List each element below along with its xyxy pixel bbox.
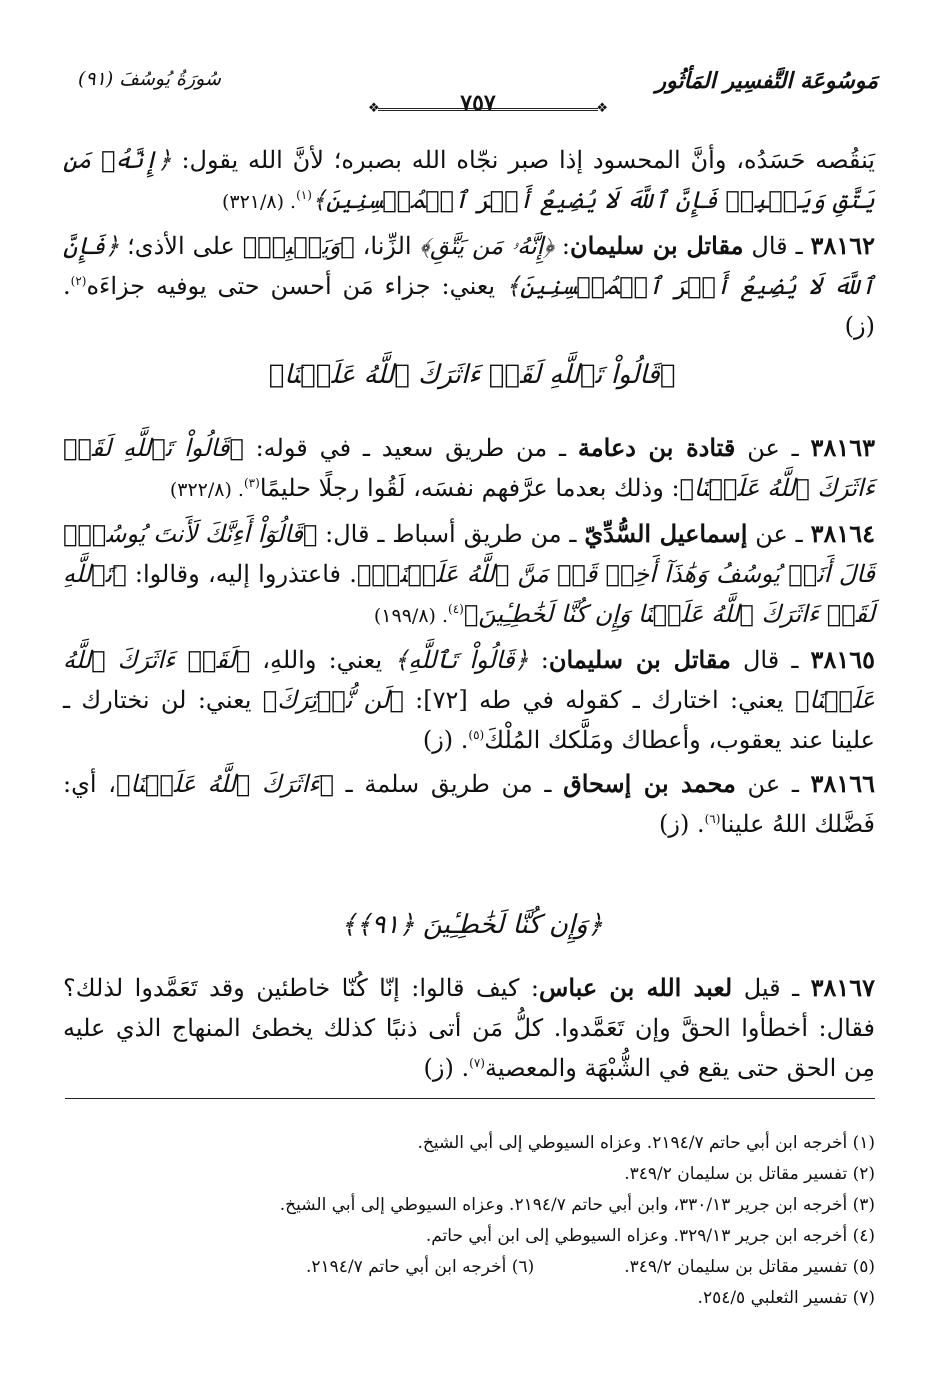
footnotes [63,1128,875,1314]
text: ـ قال [730,646,811,674]
quran-verse: ﴿تَٱللَّهِ لَقَدۡ ءَاثَرَكَ ٱللَّهُ عَلَيۡنَا وَإِن كُنَّا لَخَٰطِـِٔينَ﴾ [63,560,875,628]
page-header [78,62,878,122]
footnote: (٢) تفسير مقاتل بن سليمان ٣٤٩/٢. [624,1164,875,1184]
quran-verse: ﴿قَالُواْ تَٱللَّهِ﴾ [394,646,529,674]
footnote-marker: (١) [296,188,312,202]
narrator-name: مقاتل بن سليمان [548,645,731,674]
narration-number: ٣٨١٦٥ [810,645,875,674]
footnote-marker: (٧) [469,1056,485,1070]
text: ـ عن [735,434,811,462]
page-body-2 [63,428,875,848]
text: يعني: جزاء مَن أحسن حتى يوفيه جزاءَه [86,272,506,300]
footnote-marker: (٥) [468,728,485,742]
reference: . (١٩٩/٨) [373,605,449,627]
narrator-name: مقاتل بن سليمان [569,231,744,260]
text: يعني: لن نختارك ـ علينا عند يعقوب، وأعطاك ومَلَّكك المُلْكَ [63,686,875,754]
quran-verse: ﴿إِنَّهُۥ مَن يَتَّقِ وَيَصۡبِرۡ فَإِنَّ ٱللَّهَ لَا يُضِيعُ أَجۡرَ ٱلۡمُحۡسِنِينَ﴾ [63,146,875,214]
surah-title: سُورَةُ يُوسُفَ (٩١) [78,68,221,90]
footnote-row [63,1252,875,1283]
quran-verse: ﴿قَالُوٓاْ أَءِنَّكَ لَأَنتَ يُوسُفُۖ قَالَ أَنَا۠ يُوسُفُ وَهَٰذَآ أَخِيۖ قَدۡ مَنَّ ٱللَّهُ عَلَيۡنَآۖ﴾ [63,520,875,588]
text: ـ من طريق سعيد ـ في قوله: [243,434,578,462]
narration-number: ٣٨١٦٣ [810,433,875,462]
text: . فاعتذروا إليه، وقالوا: [126,560,357,588]
text: الزِّنا، [354,232,420,260]
quran-verse: ﴿فَإِنَّ ٱللَّهَ لَا يُضِيعُ أَجۡرَ ٱلۡمُحۡسِنِينَ﴾ [63,232,875,300]
paragraph-continuation [63,140,875,222]
narration-number: ٣٨١٦٤ [810,519,876,548]
page-number: ٧٥٧ [460,90,496,116]
text: ـ عن [747,520,811,548]
narration-number: ٣٨١٦٧ [810,973,876,1002]
footnote-marker: (٣) [243,476,260,490]
page-body [63,140,875,350]
text: . (ز) [659,810,705,838]
quran-verse: ﴿إِنَّهُۥ مَن يَتَّقِ﴾ [419,232,554,260]
narration-38162 [63,226,875,346]
text: . (ز) [423,1054,470,1082]
footnote: (١) أخرجه ابن أبي حاتم ٢١٩٤/٧. وعزاه السيوطي إلى أبي الشيخ. [417,1133,875,1153]
text: ـ عن [735,770,811,798]
text: : وذلك بعدما عرَّفهم نفسَه، لَقُوا رجلًا حليمًا [259,474,680,502]
ornament-icon: ❖ [368,101,380,116]
footnote-marker: (٢) [70,274,87,288]
narration-38167 [63,968,875,1088]
text: ـ من طريق سلمة ـ [333,770,564,798]
text: : [553,232,570,260]
narrator-name: لعبد الله بن عباس [539,973,733,1002]
text: ـ قيل [732,974,811,1002]
narrator-name: إسماعيل السُّدِّيّ [584,519,748,548]
narrator-name: قتادة بن دعامة [577,433,736,462]
narration-38163 [63,428,875,510]
text: ، أي: فَضَّلك اللهُ علينا [63,770,875,838]
footnote-marker: (٦) [704,812,721,826]
text: . (ز) [422,726,469,754]
verse-heading: ﴿وَإِن كُنَّا لَخَٰطِـِٔينَ ﴿٩١﴾﴾ [341,910,603,940]
verse-heading: ﴿قَالُواْ تَٱللَّهِ لَقَدۡ ءَاثَرَكَ ٱللَّهُ عَلَيۡنَا﴾ [268,360,676,390]
narration-38164 [63,514,875,636]
reference: . (٣٢١/٨) [221,191,297,213]
narration-number: ٣٨١٦٢ [810,231,875,260]
narration-38165 [63,640,875,760]
quran-verse: ﴿وَيَصۡبِرۡ﴾ [242,232,355,260]
footnote: (٧) تفسير الثعلبي ٢٥٤/٥. [697,1288,875,1308]
quran-verse: ﴿ءَاثَرَكَ ٱللَّهُ عَلَيۡنَا﴾ [115,770,334,798]
quran-verse: ﴿لَقَدۡ ءَاثَرَكَ ٱللَّهُ عَلَيۡنَا﴾ [63,646,876,714]
text: على الأذى؛ [119,232,243,260]
reference: . (٣٢٢/٨) [169,479,244,501]
quran-verse: ﴿قَالُواْ تَٱللَّهِ لَقَدۡ ءَاثَرَكَ ٱللَّهُ عَلَيۡنَا﴾ [63,434,875,502]
text: يعني: اختارك ـ كقوله في طه [٧٢]: [403,686,795,714]
footnote: (٦) أخرجه ابن أبي حاتم ٢١٩٤/٧. [306,1257,535,1277]
ornament-icon: ❖ [596,101,608,116]
text: ـ من طريق أسباط ـ قال: [317,520,585,548]
footnote-separator [65,1098,875,1099]
text: يَنقُصه حَسَدُه، وأنَّ المحسود إذا صبر نجّاه الله بصبره؛ لأنَّ الله يقول: [181,146,875,174]
text: يعني: واللهِ، [250,646,395,674]
narration-38166 [63,764,875,844]
text: : كيف قالوا: إنّا كُنّا خاطئين وقد تَعَمَّدوا لذلك؟ فقال: أخطأوا الحقَّ وإن تَعَمَّدوا. كلُّ مَن أتى ذنبًا كذلك يخطئ المنهاج الذي عليه مِن الحق حتى يقع في الشُّبْهَة والمعصية [63,974,875,1082]
quran-verse: ﴿لَن نُّؤۡثِرَكَ﴾ [262,686,404,714]
narration-number: ٣٨١٦٦ [810,769,875,798]
footnote: (٤) أخرجه ابن جرير ٣٢٩/١٣. وعزاه السيوطي إلى ابن أبي حاتم. [425,1226,875,1246]
header-rule-left [378,108,493,111]
text: . (ز) [63,272,875,340]
book-title: مَوسُوعَة التَّفسِير المَأثُور [655,68,878,94]
footnote-marker: (٤) [448,602,464,616]
footnote: (٣) أخرجه ابن جرير ٣٣٠/١٣، وابن أبي حاتم ٢١٩٤/٧. وعزاه السيوطي إلى أبي الشيخ. [279,1195,875,1215]
narrator-name: محمد بن إسحاق [563,769,736,798]
page-body-3 [63,968,875,1092]
text: : [528,646,549,674]
footnote: (٥) تفسير مقاتل بن سليمان ٣٤٩/٢. [624,1257,875,1277]
text: ـ قال [743,232,811,260]
